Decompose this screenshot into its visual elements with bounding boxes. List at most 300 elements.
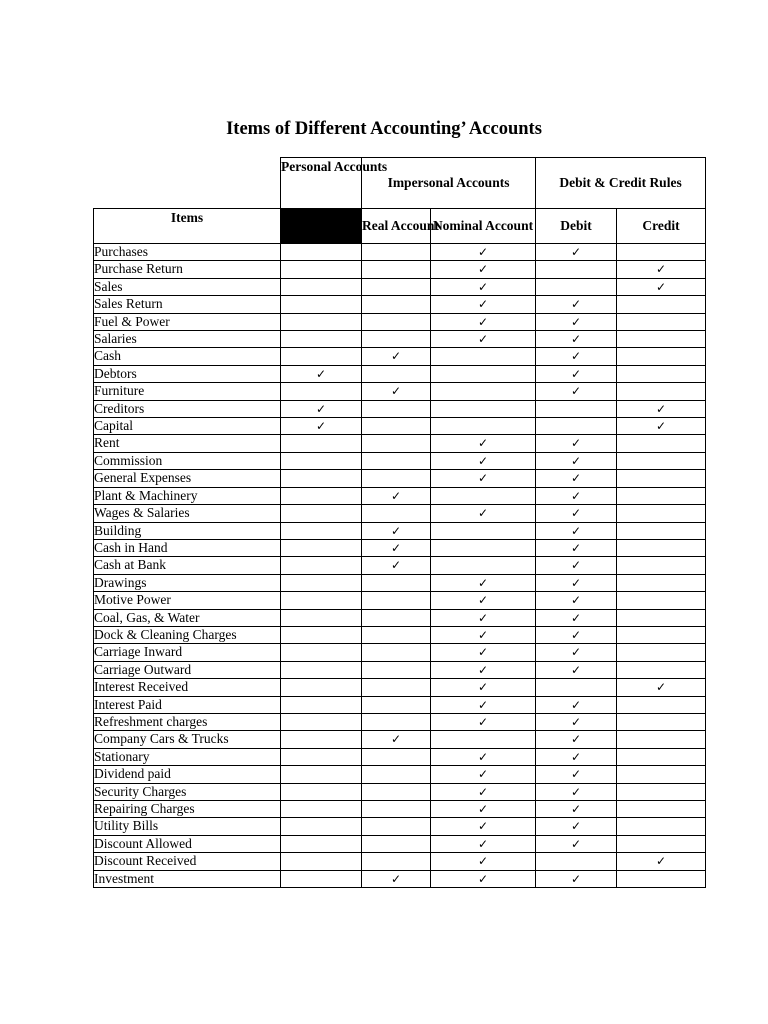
item-cell: General Expenses: [94, 470, 281, 487]
credit-cell: [617, 835, 706, 852]
check-mark-icon: ✓: [570, 245, 582, 259]
table-row: [94, 644, 706, 661]
table-row: [94, 748, 706, 765]
check-mark-icon: ✓: [477, 836, 489, 851]
header-real-account: Real Account: [362, 209, 431, 244]
header-items: Items: [94, 209, 281, 244]
debit-cell: [536, 783, 617, 800]
table-row: [94, 801, 706, 818]
nominal-cell: [431, 870, 536, 887]
check-mark-icon: ✓: [477, 453, 489, 468]
check-mark-icon: ✓: [477, 662, 489, 677]
header-debit-credit-rules: Debit & Credit Rules: [536, 158, 706, 209]
check-mark-icon: ✓: [477, 871, 489, 886]
item-cell: Investment: [94, 870, 281, 887]
personal-cell: [281, 696, 362, 713]
check-mark-icon: ✓: [570, 523, 582, 538]
table-row: [94, 713, 706, 730]
nominal-cell: [431, 400, 536, 417]
personal-cell: [281, 452, 362, 469]
check-mark-icon: ✓: [390, 558, 402, 573]
debit-cell: [536, 470, 617, 487]
table-row: [94, 261, 706, 278]
item-cell: Debtors: [94, 365, 281, 382]
debit-cell: [536, 731, 617, 748]
personal-cell: [281, 539, 362, 556]
real-cell: [362, 313, 431, 330]
table-row: [94, 452, 706, 469]
item-cell: Security Charges: [94, 783, 281, 800]
check-mark-icon: ✓: [477, 245, 489, 259]
table-row: [94, 574, 706, 591]
check-mark-icon: ✓: [570, 453, 582, 468]
item-cell: Carriage Inward: [94, 644, 281, 661]
table-row: [94, 244, 706, 261]
credit-cell: [617, 313, 706, 330]
credit-cell: [617, 748, 706, 765]
table-row: [94, 626, 706, 643]
item-cell: Cash at Bank: [94, 557, 281, 574]
item-cell: Cash in Hand: [94, 539, 281, 556]
debit-cell: [536, 244, 617, 261]
credit-cell: [617, 592, 706, 609]
check-mark-icon: ✓: [477, 784, 489, 799]
credit-cell: [617, 870, 706, 887]
personal-cell: [281, 435, 362, 452]
real-cell: [362, 835, 431, 852]
table-row: [94, 766, 706, 783]
check-mark-icon: ✓: [390, 523, 402, 538]
real-cell: [362, 574, 431, 591]
credit-cell: [617, 244, 706, 261]
table-row: [94, 661, 706, 678]
personal-cell: [281, 835, 362, 852]
page-title: Items of Different Accounting’ Accounts: [226, 119, 542, 139]
debit-cell: [536, 418, 617, 435]
check-mark-icon: ✓: [477, 471, 489, 486]
personal-cell: [281, 487, 362, 504]
table-row: [94, 783, 706, 800]
nominal-cell: [431, 418, 536, 435]
check-mark-icon: ✓: [570, 871, 582, 886]
table-row: [94, 487, 706, 504]
credit-cell: [617, 383, 706, 400]
debit-cell: [536, 644, 617, 661]
personal-cell: [281, 557, 362, 574]
nominal-cell: [431, 365, 536, 382]
check-mark-icon: ✓: [655, 262, 667, 277]
table-row: [94, 592, 706, 609]
personal-cell: [281, 818, 362, 835]
item-cell: Carriage Outward: [94, 661, 281, 678]
check-mark-icon: ✓: [570, 749, 582, 764]
credit-cell: [617, 418, 706, 435]
item-cell: Interest Received: [94, 679, 281, 696]
check-mark-icon: ✓: [315, 401, 327, 416]
item-cell: Utility Bills: [94, 818, 281, 835]
check-mark-icon: ✓: [570, 610, 582, 625]
debit-cell: [536, 696, 617, 713]
accounts-table: [93, 157, 706, 888]
personal-cell: [281, 400, 362, 417]
check-mark-icon: ✓: [477, 436, 489, 451]
item-cell: Salaries: [94, 331, 281, 348]
check-mark-icon: ✓: [477, 593, 489, 608]
check-mark-icon: ✓: [570, 332, 582, 347]
debit-cell: [536, 383, 617, 400]
real-cell: [362, 331, 431, 348]
credit-cell: [617, 522, 706, 539]
table-row: [94, 557, 706, 574]
debit-cell: [536, 278, 617, 295]
debit-cell: [536, 522, 617, 539]
real-cell: [362, 609, 431, 626]
personal-cell: [281, 783, 362, 800]
personal-cell: [281, 592, 362, 609]
credit-cell: [617, 505, 706, 522]
check-mark-icon: ✓: [477, 332, 489, 347]
real-cell: [362, 487, 431, 504]
check-mark-icon: ✓: [477, 697, 489, 712]
personal-cell: [281, 331, 362, 348]
item-cell: Plant & Machinery: [94, 487, 281, 504]
real-cell: [362, 452, 431, 469]
credit-cell: [617, 801, 706, 818]
check-mark-icon: ✓: [390, 349, 402, 364]
item-cell: Refreshment charges: [94, 713, 281, 730]
debit-cell: [536, 592, 617, 609]
credit-cell: [617, 348, 706, 365]
blank-corner-cell: [94, 158, 281, 209]
debit-cell: [536, 487, 617, 504]
personal-cell: [281, 731, 362, 748]
real-cell: [362, 244, 431, 261]
debit-cell: [536, 348, 617, 365]
real-cell: [362, 731, 431, 748]
table-row: [94, 365, 706, 382]
item-cell: Wages & Salaries: [94, 505, 281, 522]
check-mark-icon: ✓: [477, 749, 489, 764]
check-mark-icon: ✓: [570, 697, 582, 712]
real-cell: [362, 261, 431, 278]
check-mark-icon: ✓: [655, 401, 667, 416]
item-cell: Dock & Cleaning Charges: [94, 626, 281, 643]
personal-cell: [281, 261, 362, 278]
personal-cell: [281, 644, 362, 661]
personal-cell: [281, 244, 362, 261]
item-cell: Company Cars & Trucks: [94, 731, 281, 748]
check-mark-icon: ✓: [477, 279, 489, 294]
credit-cell: [617, 539, 706, 556]
check-mark-icon: ✓: [477, 680, 489, 695]
check-mark-icon: ✓: [570, 297, 582, 312]
credit-cell: [617, 331, 706, 348]
check-mark-icon: ✓: [570, 471, 582, 486]
nominal-cell: [431, 539, 536, 556]
debit-cell: [536, 626, 617, 643]
check-mark-icon: ✓: [315, 419, 327, 434]
check-mark-icon: ✓: [570, 714, 582, 729]
check-mark-icon: ✓: [655, 680, 667, 695]
nominal-cell: [431, 679, 536, 696]
check-mark-icon: ✓: [390, 488, 402, 503]
check-mark-icon: ✓: [477, 854, 489, 869]
credit-cell: [617, 609, 706, 626]
real-cell: [362, 278, 431, 295]
personal-cell: [281, 348, 362, 365]
personal-cell: [281, 365, 362, 382]
item-cell: Stationary: [94, 748, 281, 765]
table-row: [94, 853, 706, 870]
credit-cell: [617, 557, 706, 574]
personal-cell: [281, 626, 362, 643]
credit-cell: [617, 853, 706, 870]
credit-cell: [617, 679, 706, 696]
table-row: [94, 522, 706, 539]
debit-cell: [536, 574, 617, 591]
debit-cell: [536, 452, 617, 469]
real-cell: [362, 853, 431, 870]
table-row: [94, 418, 706, 435]
credit-cell: [617, 574, 706, 591]
item-cell: Creditors: [94, 400, 281, 417]
check-mark-icon: ✓: [477, 297, 489, 312]
item-cell: Purchases: [94, 244, 281, 261]
debit-cell: [536, 609, 617, 626]
debit-cell: [536, 818, 617, 835]
debit-cell: [536, 505, 617, 522]
personal-cell: [281, 713, 362, 730]
real-cell: [362, 801, 431, 818]
check-mark-icon: ✓: [477, 262, 489, 277]
nominal-cell: [431, 853, 536, 870]
credit-cell: [617, 278, 706, 295]
real-cell: [362, 766, 431, 783]
real-cell: [362, 661, 431, 678]
nominal-cell: [431, 731, 536, 748]
item-cell: Building: [94, 522, 281, 539]
credit-cell: [617, 783, 706, 800]
check-mark-icon: ✓: [570, 802, 582, 816]
item-cell: Motive Power: [94, 592, 281, 609]
nominal-cell: [431, 592, 536, 609]
personal-cell: [281, 748, 362, 765]
nominal-cell: [431, 766, 536, 783]
check-mark-icon: ✓: [570, 506, 582, 521]
debit-cell: [536, 435, 617, 452]
debit-cell: [536, 400, 617, 417]
debit-cell: [536, 296, 617, 313]
real-cell: [362, 348, 431, 365]
item-cell: Rent: [94, 435, 281, 452]
check-mark-icon: ✓: [390, 871, 402, 886]
check-mark-icon: ✓: [477, 610, 489, 625]
real-cell: [362, 696, 431, 713]
nominal-cell: [431, 818, 536, 835]
nominal-cell: [431, 713, 536, 730]
personal-cell: [281, 661, 362, 678]
check-mark-icon: ✓: [570, 366, 582, 381]
nominal-cell: [431, 661, 536, 678]
nominal-cell: [431, 557, 536, 574]
real-cell: [362, 644, 431, 661]
real-cell: [362, 679, 431, 696]
table-row: [94, 835, 706, 852]
header-nominal-account: Nominal Account: [431, 209, 536, 244]
debit-cell: [536, 539, 617, 556]
table-row: [94, 505, 706, 522]
check-mark-icon: ✓: [570, 349, 582, 364]
item-cell: Sales: [94, 278, 281, 295]
personal-cell: [281, 278, 362, 295]
debit-cell: [536, 748, 617, 765]
credit-cell: [617, 435, 706, 452]
check-mark-icon: ✓: [570, 488, 582, 503]
personal-cell: [281, 418, 362, 435]
real-cell: [362, 748, 431, 765]
nominal-cell: [431, 783, 536, 800]
credit-cell: [617, 470, 706, 487]
check-mark-icon: ✓: [570, 384, 582, 399]
personal-cell: [281, 609, 362, 626]
check-mark-icon: ✓: [570, 436, 582, 451]
credit-cell: [617, 713, 706, 730]
debit-cell: [536, 679, 617, 696]
real-cell: [362, 365, 431, 382]
item-cell: Repairing Charges: [94, 801, 281, 818]
check-mark-icon: ✓: [655, 419, 667, 434]
table-row: [94, 313, 706, 330]
nominal-cell: [431, 435, 536, 452]
nominal-cell: [431, 801, 536, 818]
table-row: [94, 331, 706, 348]
debit-cell: [536, 853, 617, 870]
check-mark-icon: ✓: [570, 732, 582, 747]
table-body: [94, 244, 706, 888]
personal-cell: [281, 853, 362, 870]
item-cell: Coal, Gas, & Water: [94, 609, 281, 626]
table-row: [94, 539, 706, 556]
real-cell: [362, 713, 431, 730]
nominal-cell: [431, 609, 536, 626]
check-mark-icon: ✓: [570, 593, 582, 608]
real-cell: [362, 818, 431, 835]
real-cell: [362, 870, 431, 887]
nominal-cell: [431, 244, 536, 261]
header-credit: Credit: [617, 209, 706, 244]
debit-cell: [536, 331, 617, 348]
debit-cell: [536, 557, 617, 574]
item-cell: Sales Return: [94, 296, 281, 313]
check-mark-icon: ✓: [570, 627, 582, 642]
table-row: [94, 383, 706, 400]
personal-cell: [281, 679, 362, 696]
credit-cell: [617, 696, 706, 713]
item-cell: Furniture: [94, 383, 281, 400]
item-cell: Cash: [94, 348, 281, 365]
item-cell: Commission: [94, 452, 281, 469]
header-impersonal-accounts: Impersonal Accounts: [362, 158, 536, 209]
item-cell: Interest Paid: [94, 696, 281, 713]
check-mark-icon: ✓: [477, 802, 489, 816]
credit-cell: [617, 731, 706, 748]
real-cell: [362, 539, 431, 556]
check-mark-icon: ✓: [390, 384, 402, 399]
real-cell: [362, 435, 431, 452]
nominal-cell: [431, 261, 536, 278]
credit-cell: [617, 452, 706, 469]
nominal-cell: [431, 452, 536, 469]
check-mark-icon: ✓: [477, 314, 489, 329]
check-mark-icon: ✓: [655, 279, 667, 294]
credit-cell: [617, 626, 706, 643]
personal-cell: [281, 522, 362, 539]
personal-cell: [281, 313, 362, 330]
header-debit: Debit: [536, 209, 617, 244]
table-row: [94, 400, 706, 417]
item-cell: Drawings: [94, 574, 281, 591]
check-mark-icon: ✓: [477, 819, 489, 834]
nominal-cell: [431, 696, 536, 713]
nominal-cell: [431, 470, 536, 487]
nominal-cell: [431, 748, 536, 765]
personal-cell: [281, 383, 362, 400]
item-cell: Discount Received: [94, 853, 281, 870]
nominal-cell: [431, 505, 536, 522]
check-mark-icon: ✓: [477, 645, 489, 660]
nominal-cell: [431, 383, 536, 400]
item-cell: Capital: [94, 418, 281, 435]
real-cell: [362, 783, 431, 800]
item-cell: Dividend paid: [94, 766, 281, 783]
table-row: [94, 679, 706, 696]
debit-cell: [536, 870, 617, 887]
nominal-cell: [431, 835, 536, 852]
real-cell: [362, 505, 431, 522]
table-row: [94, 696, 706, 713]
nominal-cell: [431, 331, 536, 348]
table-row: [94, 296, 706, 313]
check-mark-icon: ✓: [477, 506, 489, 521]
personal-cell: [281, 505, 362, 522]
nominal-cell: [431, 313, 536, 330]
credit-cell: [617, 261, 706, 278]
nominal-cell: [431, 487, 536, 504]
nominal-cell: [431, 574, 536, 591]
nominal-cell: [431, 644, 536, 661]
nominal-cell: [431, 296, 536, 313]
real-cell: [362, 522, 431, 539]
real-cell: [362, 557, 431, 574]
check-mark-icon: ✓: [570, 836, 582, 851]
credit-cell: [617, 365, 706, 382]
table-row: [94, 470, 706, 487]
check-mark-icon: ✓: [570, 784, 582, 799]
check-mark-icon: ✓: [477, 767, 489, 782]
check-mark-icon: ✓: [570, 540, 582, 555]
debit-cell: [536, 766, 617, 783]
credit-cell: [617, 818, 706, 835]
real-cell: [362, 592, 431, 609]
real-cell: [362, 383, 431, 400]
check-mark-icon: ✓: [570, 558, 582, 573]
credit-cell: [617, 487, 706, 504]
item-cell: Discount Allowed: [94, 835, 281, 852]
credit-cell: [617, 661, 706, 678]
debit-cell: [536, 313, 617, 330]
real-cell: [362, 626, 431, 643]
credit-cell: [617, 400, 706, 417]
